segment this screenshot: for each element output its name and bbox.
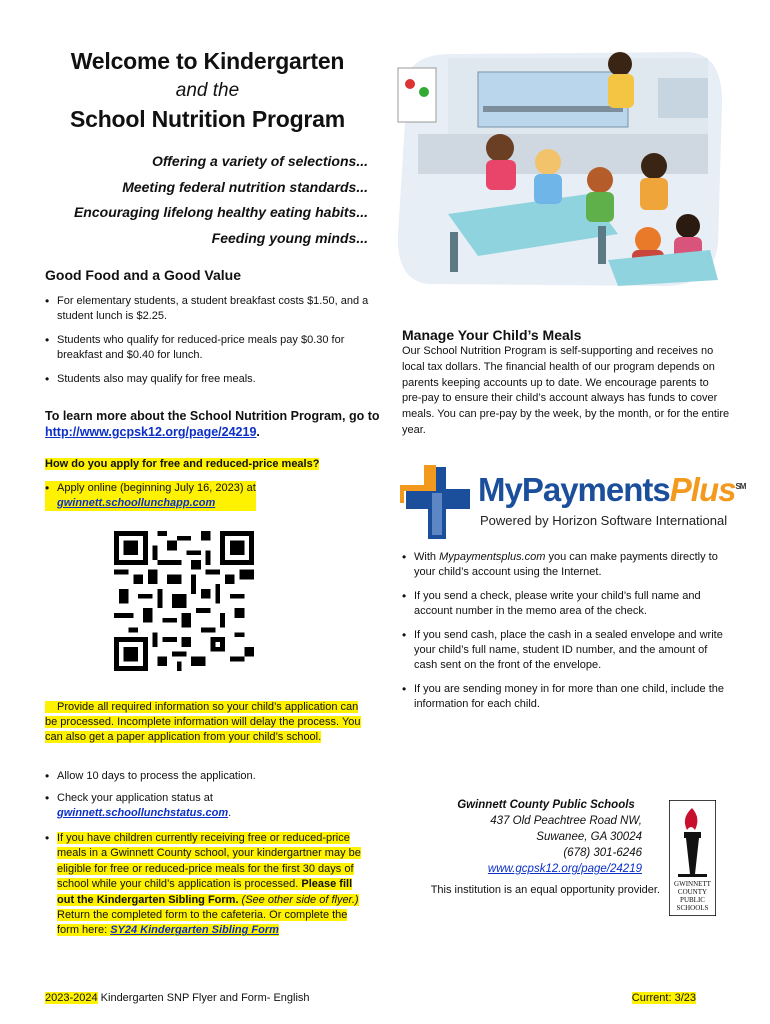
- equal-opportunity: This institution is an equal opportunity provider.: [430, 884, 660, 896]
- cafeteria-illustration: [388, 44, 726, 290]
- good-food-heading: Good Food and a Good Value: [45, 267, 241, 283]
- list-item: • Check your application status at gwinnett.schoollunchstatus.com.: [45, 791, 375, 821]
- apply-online: [45, 481, 375, 511]
- sibling-form-link[interactable]: SY24 Kindergarten Sibling Form: [110, 924, 279, 937]
- contact-block: [400, 797, 642, 877]
- learn-more-period: .: [256, 425, 260, 439]
- learn-more: [45, 408, 380, 440]
- mypaymentsplus-logo[interactable]: [400, 463, 746, 543]
- learn-more-text: To learn more about the School Nutrition Program, go to: [45, 409, 380, 423]
- provide-info: Provide all required information so your child’s application can be processed. Incomplete information will delay the process. You can also get a paper application from your child’s school.: [45, 701, 361, 743]
- list-item: • For elementary students, a student breakfast costs $1.50, and a student lunch is $2.25.: [45, 294, 375, 324]
- list-item: • Students also may qualify for free meals.: [45, 372, 375, 387]
- list-item: • If you send a check, please write your child’s full name and account number in the memo area of the check.: [402, 589, 730, 619]
- list-item: • If you have children currently receiving free or reduced-price meals in a Gwinnett County school, your kindergartner may be eligible for free or reduced-price meals for the first 30 days of school while your child’s application is processed. Please fill out the Kindergarten Sibling Form. (See other side of flyer.) Return the completed form to the cafeteria. Or complete the form here: SY24 Kindergarten Sibling Form: [45, 831, 370, 939]
- footer-current: Current: 3/23: [631, 992, 696, 1004]
- address-line: 437 Old Peachtree Road NW,: [490, 815, 642, 827]
- learn-more-link[interactable]: http://www.gcpsk12.org/page/24219: [45, 425, 257, 439]
- title-line-2: and the: [175, 80, 240, 101]
- mpp-tagline: Powered by Horizon Software International: [480, 513, 728, 528]
- check-status-link[interactable]: gwinnett.schoollunchstatus.com: [57, 807, 229, 819]
- title-line-1: Welcome to Kindergarten: [70, 48, 345, 74]
- qr-code[interactable]: [114, 531, 254, 671]
- phone: (678) 301-6246: [563, 847, 642, 859]
- tagline: Meeting federal nutrition standards...: [122, 178, 368, 195]
- list-item: • Allow 10 days to process the application.: [45, 769, 375, 784]
- apply-question: How do you apply for free and reduced-price meals?: [45, 458, 320, 470]
- mpp-wordmark: MyPaymentsPlus℠: [478, 471, 746, 508]
- address-line: Suwanee, GA 30024: [536, 831, 642, 843]
- plus-icon: [400, 463, 476, 543]
- payment-list: [402, 550, 730, 712]
- sibling-info: [45, 831, 370, 939]
- gcps-logo-text: GWINNETT COUNTY PUBLIC SCHOOLS: [674, 880, 711, 912]
- list-item: • With Mypaymentsplus.com you can make payments directly to your child’s account using the Internet.: [402, 550, 730, 580]
- gcps-logo: [669, 800, 716, 916]
- org-name: Gwinnett County Public Schools: [457, 799, 635, 811]
- apply-steps: [45, 769, 375, 821]
- title-line-3: School Nutrition Program: [69, 106, 346, 132]
- apply-online-link[interactable]: gwinnett.schoollunchapp.com: [57, 497, 216, 509]
- manage-meals-body: Our School Nutrition Program is self-supporting and receives no local tax dollars. The financial health of our program depends on parents keeping accounts up to date. We encourage parents to pre-pay to ensure their child’s account always has funds to cover meals. You can pre-pay by the week, by the month, or for the entire year.: [402, 345, 730, 436]
- tagline: Offering a variety of selections...: [151, 153, 368, 169]
- website-link[interactable]: www.gcpsk12.org/page/24219: [487, 863, 642, 875]
- tagline: Feeding young minds...: [211, 230, 368, 247]
- list-item: • Apply online (beginning July 16, 2023) at gwinnett.schoollunchapp.com: [45, 481, 256, 511]
- footer-left: 2023-2024 Kindergarten SNP Flyer and Form- English: [45, 992, 310, 1004]
- taglines: [40, 149, 368, 252]
- good-food-list: [45, 294, 375, 387]
- list-item: • If you are sending money in for more than one child, include the information for each child.: [402, 682, 730, 712]
- manage-meals-heading: Manage Your Child’s Meals: [402, 327, 582, 343]
- tagline: Encouraging lifelong healthy eating habits...: [73, 204, 368, 221]
- list-item: • If you send cash, place the cash in a sealed envelope and write your child’s full name, student ID number, and the amount of cash sent on the front of the envelope.: [402, 628, 730, 673]
- list-item: • Students who qualify for reduced-price meals pay $0.30 for breakfast and $0.40 for lunch.: [45, 333, 375, 363]
